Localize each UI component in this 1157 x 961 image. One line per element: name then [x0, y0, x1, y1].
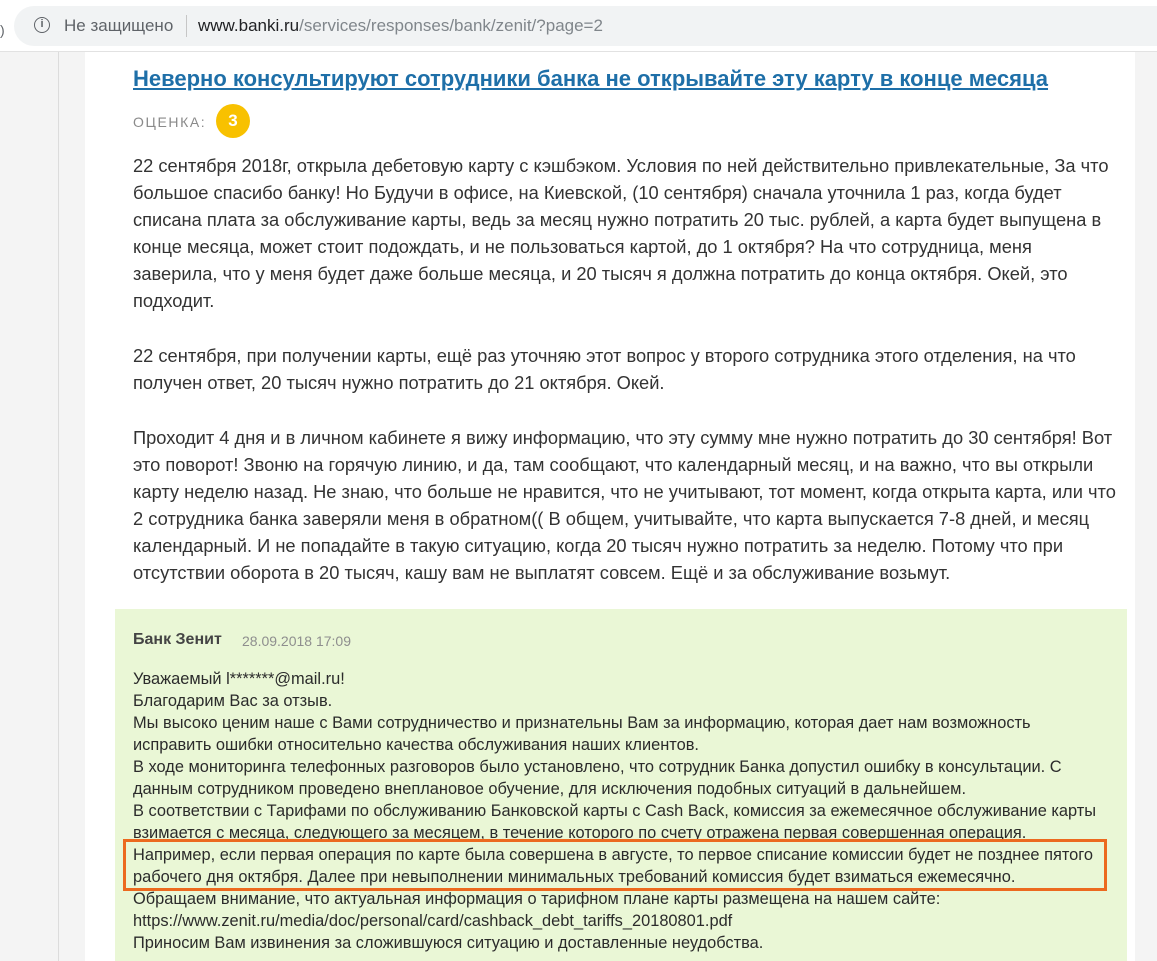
- rating-badge: 3: [216, 104, 250, 138]
- reply-line: взимается с месяца, следующего за месяцем, в течение которого по счету отражена первая совершенная операция.: [133, 824, 1027, 842]
- review-paragraph-1: 22 сентября 2018г, открыла дебетовую карту с кэшбэком. Условия по ней действительно привлекательные, За что большое спасибо банку! Но Будучи в офисе, на Киевской, (10 сентября) сначала уточнила 1 раз, когда будет списана плата за обслуживание карты, ведь за месяц нужно потратить 20 тыс. рублей, а карта будет выпущена в конце месяца, может стоит подождать, и не пользоваться картой, до 1 октября? На что сотрудница, меня заверила, что у меня будет даже больше месяца, и 20 тысяч я должна потратить до конца октября. Окей, это подходит.: [133, 155, 1109, 311]
- reply-line: В соответствии с Тарифами по обслуживанию Банковской карты с Cash Back, комиссия за ежемесячное обслуживание карты: [133, 802, 1097, 820]
- reply-line: исправить ошибки относительно качества обслуживания наших клиентов.: [133, 736, 699, 754]
- left-edge-glyph: ): [0, 22, 5, 38]
- reply-line: Благодарим Вас за отзыв.: [133, 692, 333, 710]
- reply-line-highlighted: Например, если первая операция по карте была совершена в августе, то первое списание комиссии будет не позднее пятого: [133, 846, 1094, 864]
- url-text[interactable]: [198, 16, 603, 36]
- reply-line: Уважаемый l*******@mail.ru!: [133, 670, 345, 688]
- reply-tariff-link[interactable]: https://www.zenit.ru/media/doc/personal/card/cashback_debt_tariffs_20180801.pdf: [133, 912, 733, 930]
- reply-line: Мы высоко ценим наше с Вами сотрудничество и признательны Вам за информацию, которая дает нам возможность: [133, 714, 1031, 732]
- reply-date: 28.09.2018 17:09: [242, 633, 351, 649]
- rating-label: ОЦЕНКА:: [133, 114, 207, 130]
- review-paragraph-2: 22 сентября, при получении карты, ещё раз уточняю этот вопрос у второго сотрудника этого отделения, на что получен ответ, 20 тысяч нужно потратить до 21 октября. Окей.: [133, 345, 1076, 393]
- review-paragraph-3: Проходит 4 дня и в личном кабинете я вижу информацию, что эту сумму мне нужно потратить до 30 сентября! Вот это поворот! Звоню на горячую линию, и да, там сообщают, что календарный месяц, и на важно, что вы открыли карту неделю назад. Не знаю, что больше не нравится, что не учитывают, тот момент, когда открыта карта, или что 2 сотрудника банка заверяли меня в обратном(( В общем, учитывайте, что карта выпускается 7-8 дней, и месяц календарный. И не попадайте в такую ситуацию, когда 20 тысяч нужно потратить за неделю. Потому что при отсутствии оборота в 20 тысяч, кашу вам не выплатят совсем. Ещё и за обслуживание возьмут.: [133, 427, 1116, 583]
- review-title-link[interactable]: Неверно консультируют сотрудники банка не открывайте эту карту в конце месяца: [133, 66, 1049, 91]
- reply-line: Обращаем внимание, что актуальная информация о тарифном плане карты размещена на нашем сайте:: [133, 890, 941, 908]
- reply-line: В ходе мониторинга телефонных разговоров было установлено, что сотрудник Банка допустил ошибку в консультации. С: [133, 758, 1062, 776]
- security-status[interactable]: Не защищено: [64, 16, 174, 35]
- page-gutter-divider: [58, 52, 59, 961]
- omnibox-separator: [186, 15, 187, 37]
- reply-line: данным сотрудником проведено внеплановое обучение, для исключения подобных ситуаций в дальнейшем.: [133, 780, 966, 798]
- reply-line-highlighted: рабочего дня октября. Далее при невыполнении минимальных требований комиссия будет взиматься ежемесячно.: [133, 868, 1016, 886]
- browser-address-bar: [0, 0, 1157, 52]
- bank-reply: [115, 609, 1127, 961]
- info-icon[interactable]: i: [34, 17, 50, 33]
- reply-line: Приносим Вам извинения за сложившуюся ситуацию и доставленные неудобства.: [133, 934, 764, 952]
- url-host: www.banki.ru: [198, 16, 300, 35]
- reply-body: [133, 668, 1123, 954]
- url-path: /services/responses/bank/zenit/?page=2: [299, 16, 603, 35]
- reply-author: Банк Зенит: [133, 631, 222, 648]
